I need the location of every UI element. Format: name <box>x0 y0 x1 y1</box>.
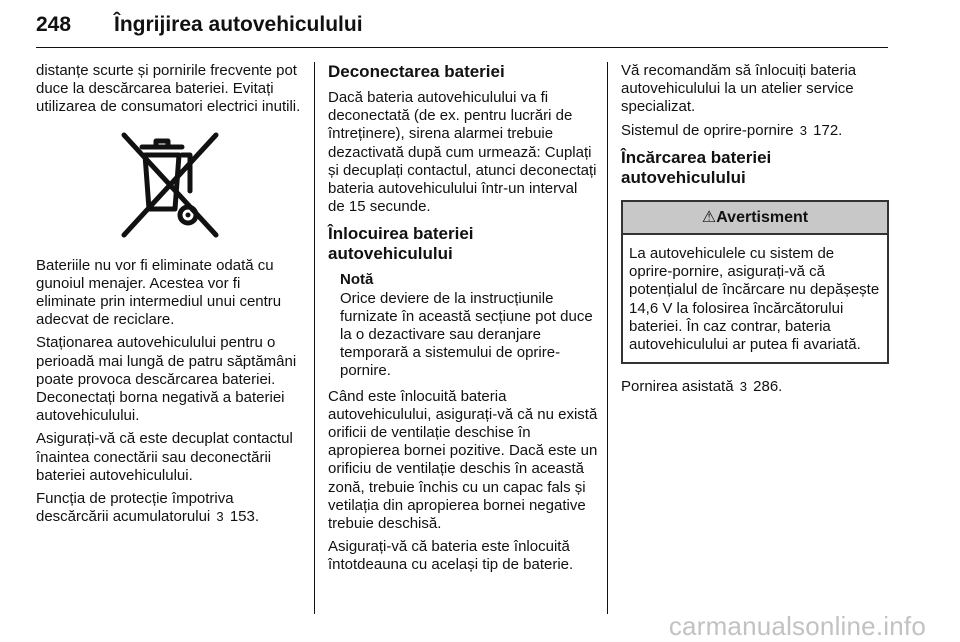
paragraph: Asigurați-vă că bateria este înlocuită întotdeauna cu același tip de baterie. <box>328 538 574 574</box>
note-block <box>340 271 598 380</box>
paragraph: Vă recomandăm să înlocuiți bateria autovehiculului la un atelier service specializat. <box>621 62 857 116</box>
warning-header <box>623 202 887 235</box>
column-divider <box>607 62 608 614</box>
page-header <box>36 6 888 46</box>
column-divider <box>314 62 315 614</box>
paragraph: distanțe scurte și pornirile frecvente pot duce la descărcarea bateriei. Evitați utilizarea de consumatori electrici inutili. <box>36 62 301 116</box>
chapter-title: Îngrijirea autovehiculului <box>114 13 363 36</box>
paragraph-text: Pornirea asistată <box>621 378 734 396</box>
page-reference-arrow-icon[interactable]: 3 <box>216 509 224 525</box>
note-title: Notă <box>340 271 374 289</box>
section-heading: Înlocuirea bateriei autovehiculului <box>328 224 474 264</box>
page-reference[interactable]: 286. <box>753 378 783 396</box>
paragraph: Când este înlocuită bateria autovehiculului, asigurați-vă că nu există orificii de ventilație deschise în apropierea bornei pozitive. Dacă este un orificiu de ventilație deschis în această zonă, trebuie închis cu un capac fals și vetilația din apropierea bornei negative trebuie deschisă. <box>328 387 598 533</box>
paragraph: Dacă bateria autovehiculului va fi deconectată (de ex. pentru lucrări de întreținere), sirena alarmei trebuie dezactivată după cum urmează: Cuplați și decuplați contactul, atunci deconectați bateria autovehiculului într-un interval de 15 secunde. <box>328 89 597 216</box>
crossed-out-wheelie-bin-icon <box>120 131 220 239</box>
paragraph: Asigurați-vă că este decuplat contactul înaintea conectării sau deconectării bateriei autovehiculului. <box>36 430 293 484</box>
warning-box <box>621 200 889 364</box>
page-number: 248 <box>36 13 72 36</box>
paragraph: Bateriile nu vor fi eliminate odată cu gunoiul menajer. Acestea vor fi eliminate prin intermediul unui centru adecvat de reciclare. <box>36 256 282 329</box>
page-reference-arrow-icon[interactable]: 3 <box>739 379 747 395</box>
warning-triangle-icon: ⚠ <box>701 208 717 226</box>
paragraph: Staționarea autovehiculului pentru o perioadă mai lungă de patru săptămâni poate provoca descărcarea bateriei. Deconectați borna negativă a bateriei autovehiculului. <box>36 334 297 425</box>
warning-body <box>623 235 887 362</box>
page-reference[interactable]: 153. <box>229 508 260 526</box>
column-3 <box>621 62 889 401</box>
warning-title: Avertisment <box>716 208 809 226</box>
section-heading: Încărcarea bateriei autovehiculului <box>621 147 772 187</box>
note-text: Orice deviere de la instrucțiunile furnizate în această secțiune pot duce la o dezactivare sau deranjare temporară a sistemului de oprire-pornire. <box>340 289 593 380</box>
page-reference-arrow-icon[interactable]: 3 <box>799 122 807 138</box>
watermark-logo: carmanualsonline.info <box>668 611 926 641</box>
paragraph <box>621 122 889 140</box>
header-rule <box>36 47 888 48</box>
paragraph <box>621 378 889 396</box>
column-2 <box>328 62 598 580</box>
column-1 <box>36 62 304 531</box>
page-reference[interactable]: 172. <box>813 121 843 139</box>
paragraph <box>36 490 304 526</box>
warning-text: La autovehiculele cu sistem de oprire-pornire, asigurați-vă că potențialul de încărcare nu depășește 14,6 V la folosirea încărcătorului bateriei. În caz contrar, bateria autovehiculului ar putea fi avariată. <box>629 245 880 354</box>
paragraph-text: Sistemul de oprire-pornire <box>621 121 794 139</box>
paragraph-text: Funcția de protecție împotriva descărcării acumulatorului <box>36 490 234 526</box>
section-heading: Deconectarea bateriei <box>328 62 505 81</box>
